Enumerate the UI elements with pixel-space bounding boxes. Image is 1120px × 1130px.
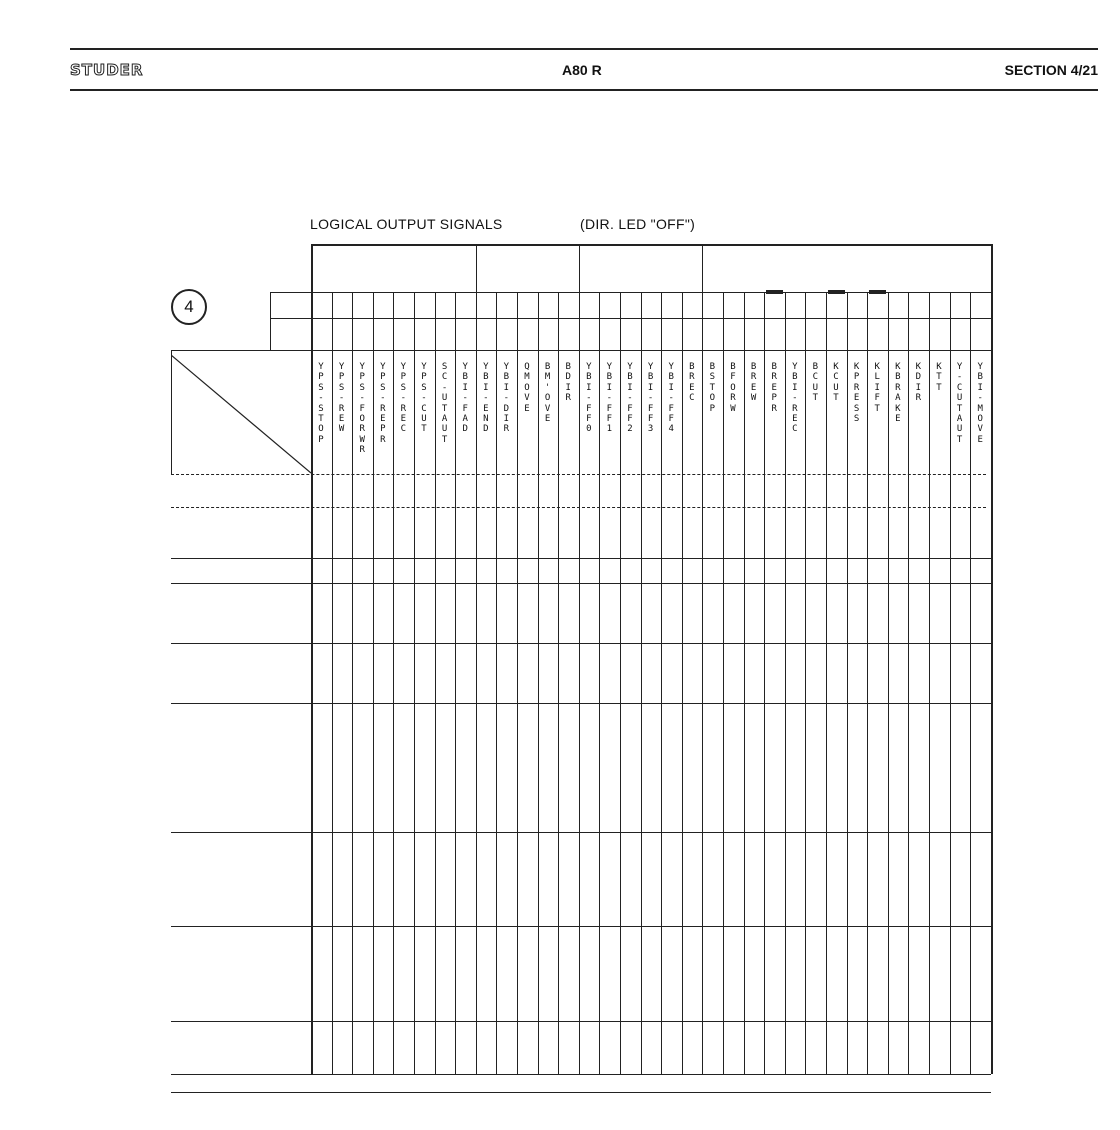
- operation-separator: [171, 832, 991, 833]
- signal-name: K C U T: [833, 362, 839, 404]
- signal-name: Y P S - F O R W R: [359, 362, 365, 456]
- tp-marker-bar: [869, 290, 886, 294]
- column-divider: [682, 292, 683, 1074]
- section-number: SECTION 4/21: [1004, 62, 1098, 78]
- group-divider: [991, 244, 993, 1074]
- symb-bottom-dash: [171, 507, 986, 508]
- signal-name: B S T O P: [709, 362, 716, 414]
- column-divider: [805, 292, 806, 1074]
- operation-separator: [171, 643, 991, 644]
- signal-name: Y B I - D I R: [503, 362, 510, 435]
- signal-name: Y P S - S T O P: [318, 362, 324, 445]
- symb-top-dash: [171, 474, 986, 475]
- signal-name: S C - U T A U T: [441, 362, 448, 445]
- signal-name: Y - C U T A U T: [956, 362, 963, 445]
- signal-name: Y B I - F F 4: [668, 362, 674, 435]
- signal-name: Y B I - F F 3: [647, 362, 654, 435]
- signal-name: Y P S - R E W: [338, 362, 345, 435]
- row-label-divider: [270, 292, 271, 350]
- signal-name: Y P S - R E C: [400, 362, 407, 435]
- column-divider: [744, 292, 745, 1074]
- signal-name: Y B I - R E C: [792, 362, 798, 435]
- signal-name: B R E C: [689, 362, 695, 404]
- tp-marker-bar: [766, 290, 783, 294]
- signal-name: Y B I - F A D: [462, 362, 468, 435]
- signal-name: B M ' O V E: [544, 362, 551, 425]
- signal-name: Y B I - E N D: [483, 362, 489, 435]
- header-rule-bottom: [70, 89, 1098, 91]
- corner-diagonal: [171, 355, 311, 475]
- column-divider: [558, 292, 559, 1074]
- signal-name: K D I R: [915, 362, 922, 404]
- operation-separator: [171, 926, 991, 927]
- signal-name: Y B I - F F 2: [627, 362, 633, 435]
- signal-name: Q M O V E: [524, 362, 530, 414]
- table-note: (DIR. LED "OFF"): [580, 216, 696, 232]
- signal-name: K L I F T: [874, 362, 880, 414]
- signal-name: B R E W: [750, 362, 757, 404]
- studer-logo: STUDER: [70, 61, 144, 79]
- operation-separator: [171, 703, 991, 704]
- signal-name: Y B I - F F 0: [586, 362, 592, 435]
- signal-name: K T T: [936, 362, 942, 393]
- operation-separator: [171, 1092, 991, 1093]
- tp-marker-bar: [828, 290, 845, 294]
- signal-name: B D I R: [565, 362, 571, 404]
- header-rule-top: [70, 48, 1098, 50]
- signal-name: B F O R W: [730, 362, 736, 414]
- signal-name: Y B I - M O V E: [977, 362, 983, 445]
- table-title: LOGICAL OUTPUT SIGNALS: [310, 216, 503, 232]
- figure-number-badge: 4: [171, 289, 207, 325]
- column-divider: [929, 292, 930, 1074]
- signal-name: Y B I - F F 1: [606, 362, 613, 435]
- signal-name: B R E P R: [771, 362, 777, 414]
- pt-row-top: [270, 318, 991, 319]
- column-divider: [908, 292, 909, 1074]
- table-top-border: [311, 244, 991, 246]
- operation-separator: [171, 583, 991, 584]
- signal-name: Y P S - R E P R: [380, 362, 386, 445]
- model-title: A80 R: [562, 62, 602, 78]
- table-bottom-border: [171, 1074, 991, 1075]
- column-divider: [826, 292, 827, 1074]
- operation-separator: [171, 558, 991, 559]
- signal-name: B C U T: [812, 362, 819, 404]
- operation-separator: [171, 1021, 991, 1022]
- signal-name: K P R E S S: [853, 362, 860, 425]
- signal-name: K B R A K E: [895, 362, 901, 425]
- signal-name: Y P S - C U T: [421, 362, 427, 435]
